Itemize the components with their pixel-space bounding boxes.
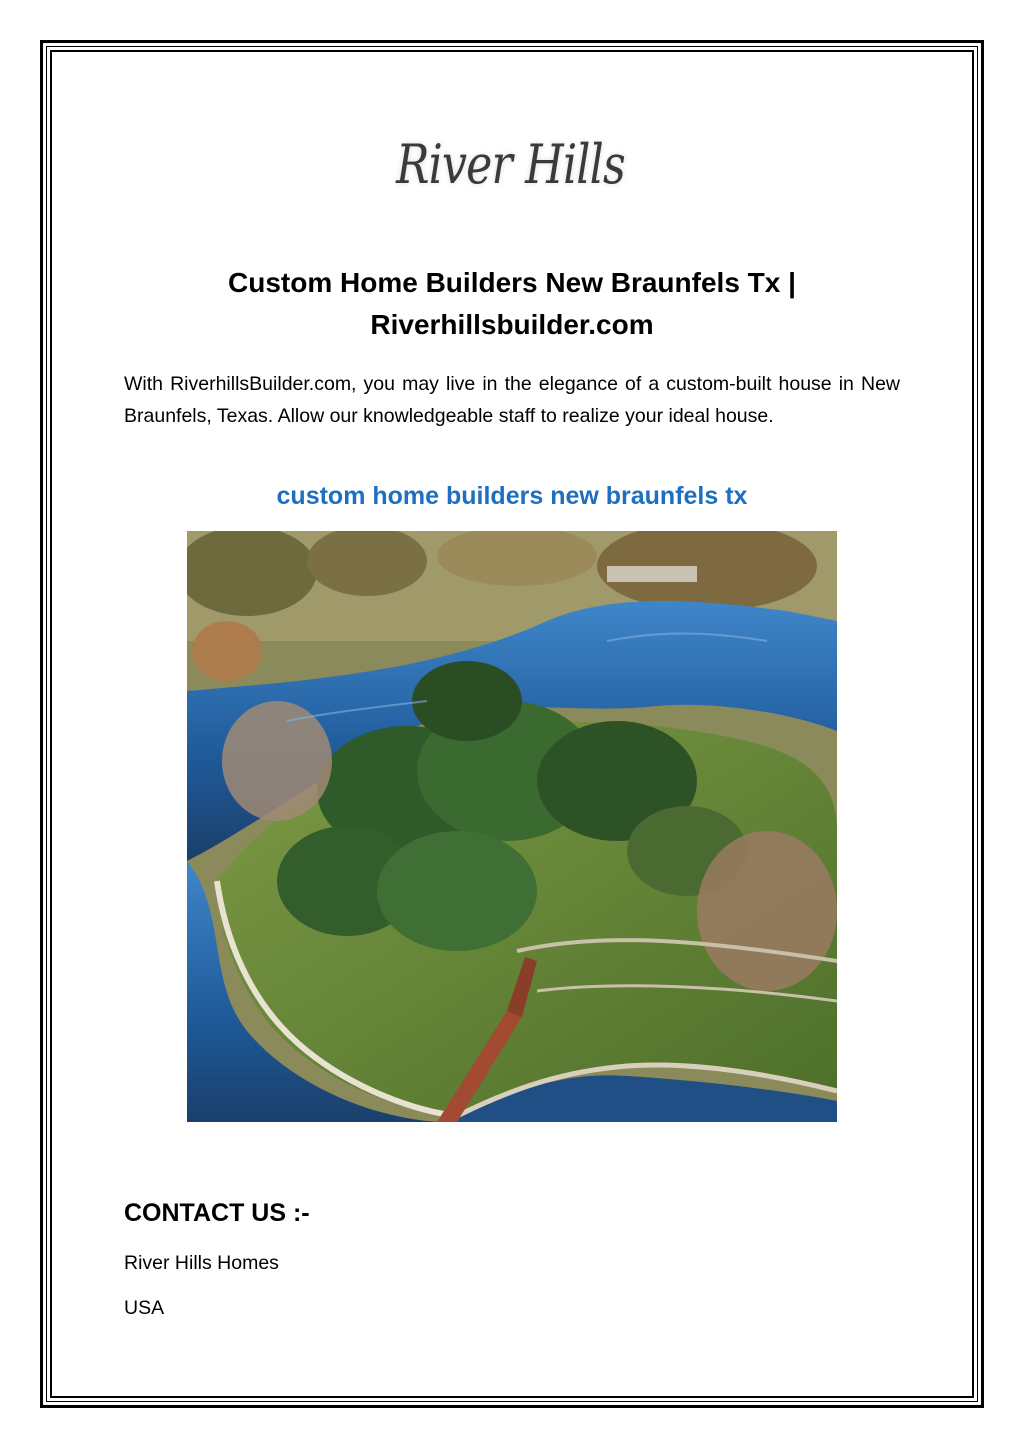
title-line-2: Riverhillsbuilder.com bbox=[370, 309, 654, 340]
river-hills-logo bbox=[360, 118, 660, 210]
contact-country: USA bbox=[124, 1297, 165, 1319]
aerial-river-park-photo bbox=[187, 531, 837, 1122]
page-title bbox=[124, 262, 900, 346]
keyword-link[interactable]: custom home builders new braunfels tx bbox=[276, 482, 748, 510]
title-line-1: Custom Home Builders New Braunfels Tx | bbox=[228, 267, 796, 298]
logo-text: River Hills bbox=[395, 132, 625, 196]
contact-company: River Hills Homes bbox=[124, 1252, 279, 1274]
contact-heading: CONTACT US :- bbox=[124, 1199, 310, 1227]
intro-paragraph: With RiverhillsBuilder.com, you may live in the elegance of a custom-built house in New Braunfels, Texas. Allow our knowledgeable staff to realize your ideal house. bbox=[124, 373, 900, 427]
